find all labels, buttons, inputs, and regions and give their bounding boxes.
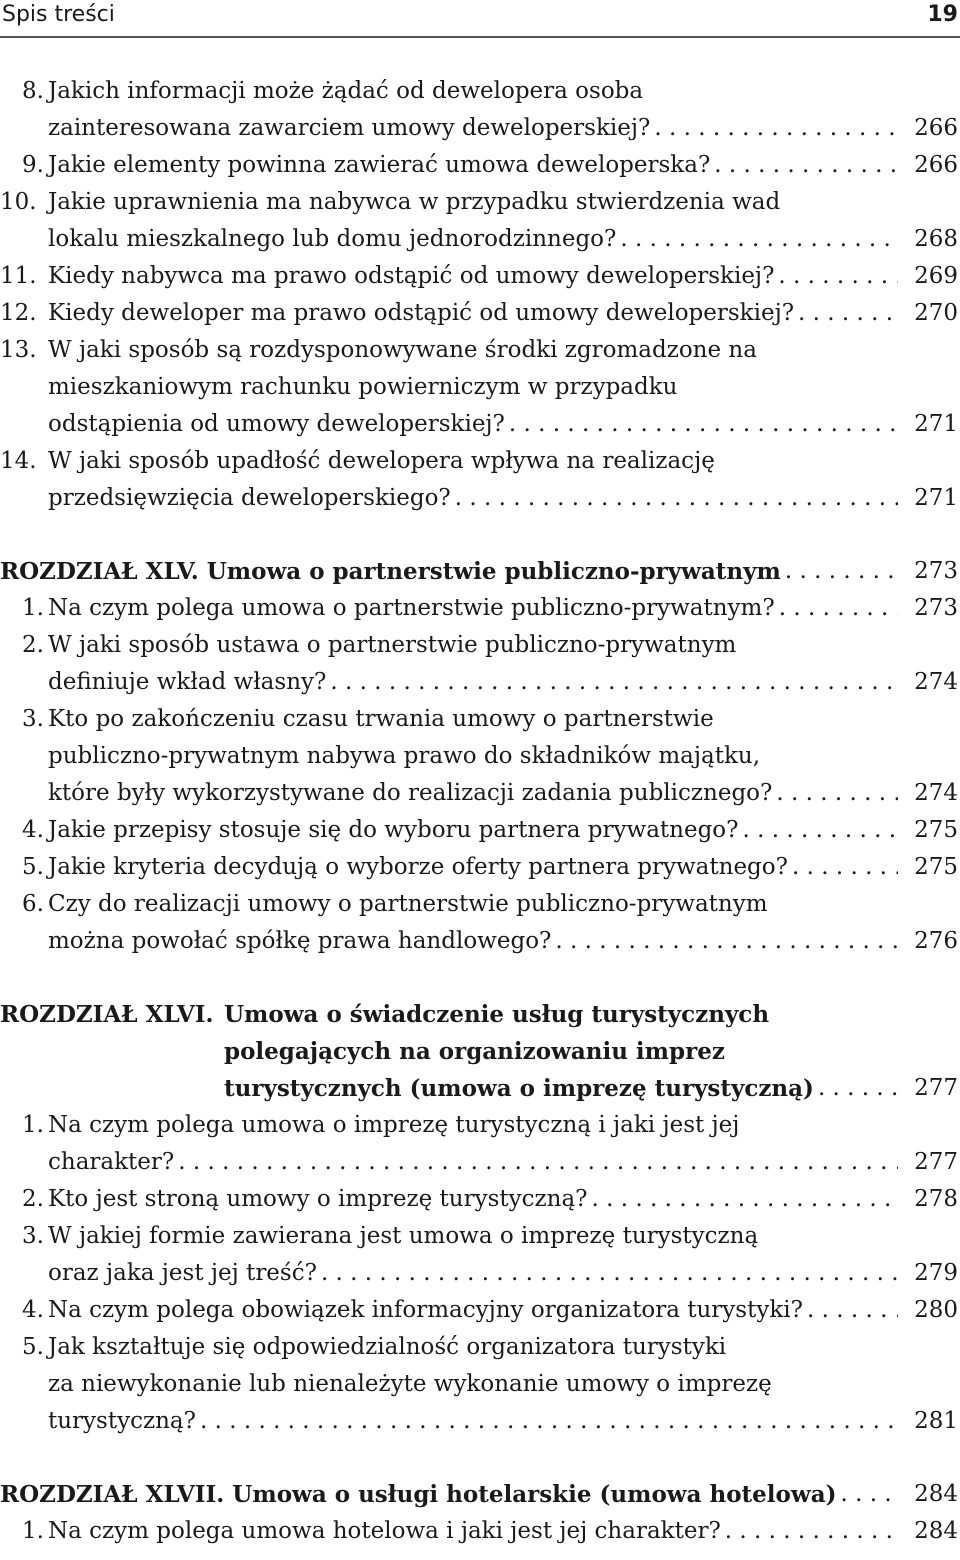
chapter-heading-line [0, 553, 960, 590]
entry-number: 11. [0, 263, 37, 289]
entry-number: 5. [22, 1334, 44, 1360]
chapter-title-line [0, 553, 781, 590]
toc-entry-line [0, 664, 960, 701]
leader-dots [710, 147, 898, 184]
leader-dots [616, 221, 898, 258]
toc-entry [0, 147, 960, 184]
entry-text: Czy do realizacji umowy o partnerstwie publiczno-prywatnym [48, 891, 768, 917]
entry-number: 13. [0, 337, 37, 363]
leader-dots [738, 812, 898, 849]
chapter-label: ROZDZIAŁ XLV. [0, 558, 199, 585]
entry-number: 8. [22, 78, 44, 104]
leader-dots [836, 1476, 898, 1513]
toc-entry-line [0, 1292, 960, 1329]
entry-number: 12. [0, 300, 37, 326]
entry-page: 270 [914, 300, 958, 326]
entry-page: 275 [914, 817, 958, 843]
page-number: 19 [927, 2, 958, 27]
leader-dots [774, 258, 898, 295]
header-title: Spis treści [2, 2, 115, 27]
entry-number: 5. [22, 854, 44, 880]
entry-text: turystyczną? [48, 1408, 196, 1434]
chapter-label: ROZDZIAŁ XLVII. [0, 1481, 225, 1508]
toc-entry [0, 332, 960, 443]
entry-text: publiczno-prywatnym nabywa prawo do składników majątku, [48, 743, 761, 769]
entry-text: Jakie elementy powinna zawierać umowa deweloperska? [48, 152, 711, 178]
toc-entry-line [0, 480, 960, 517]
toc-entry-line [0, 1513, 960, 1550]
toc-entry-line [0, 406, 960, 443]
entry-number: 1. [22, 1112, 44, 1138]
entry-text: Jakich informacji może żądać od dewelopera osoba [48, 78, 644, 104]
toc-entry [0, 73, 960, 147]
entry-text: Jakie uprawnienia ma nabywca w przypadku stwierdzenia wad [48, 189, 781, 215]
chapter-title: Umowa o usługi hotelarskie (umowa hotelowa) [232, 1481, 837, 1508]
toc-entry-line [0, 1329, 960, 1366]
toc-entry-line [0, 1107, 960, 1144]
entry-text: Jak kształtuje się odpowiedzialność organizatora turystyki [48, 1334, 727, 1360]
entry-page: 269 [914, 263, 958, 289]
entry-number: 1. [22, 1518, 44, 1544]
entry-number: 3. [22, 1223, 44, 1249]
entry-text: można powołać spółkę prawa handlowego? [48, 928, 552, 954]
chapter-page: 277 [914, 1075, 958, 1101]
entry-page: 271 [914, 411, 958, 437]
leader-dots [650, 110, 898, 147]
entry-page: 284 [914, 1518, 958, 1544]
leader-dots [326, 664, 898, 701]
leader-dots [721, 1513, 898, 1550]
chapter-label: ROZDZIAŁ XLVI. [0, 1001, 214, 1028]
entry-page: 274 [914, 780, 958, 806]
toc-entry-line [0, 1255, 960, 1292]
toc-entry-line [0, 110, 960, 147]
entry-text: mieszkaniowym rachunku powierniczym w przypadku [48, 374, 678, 400]
toc-entry-line [0, 184, 960, 221]
entry-text: odstąpienia od umowy deweloperskiej? [48, 411, 505, 437]
leader-dots [196, 1403, 898, 1440]
leader-dots [775, 590, 898, 627]
toc-entry-line [0, 295, 960, 332]
toc-entry-line [0, 1403, 960, 1440]
toc-entry-line [0, 1366, 960, 1403]
chapter-title-line [0, 1476, 836, 1513]
chapter-heading [0, 996, 960, 1107]
toc-entry [0, 184, 960, 258]
leader-dots [551, 923, 898, 960]
entry-text: Na czym polega umowa hotelowa i jaki jest jej charakter? [48, 1518, 721, 1544]
entry-number: 4. [22, 1297, 44, 1323]
toc-entry [0, 258, 960, 295]
toc-entry-line [0, 775, 960, 812]
entry-text: Kiedy deweloper ma prawo odstąpić od umowy deweloperskiej? [48, 300, 795, 326]
toc-entry [0, 701, 960, 812]
entry-page: 268 [914, 226, 958, 252]
leader-dots [794, 295, 898, 332]
toc-entry-line [0, 1218, 960, 1255]
leader-dots [781, 553, 898, 590]
chapter-title: turystycznych (umowa o imprezę turystyczną) [224, 1075, 814, 1102]
toc-entry [0, 1107, 960, 1181]
entry-number: 3. [22, 706, 44, 732]
toc-entry-line [0, 923, 960, 960]
toc-entry [0, 812, 960, 849]
toc-entry [0, 1181, 960, 1218]
toc-entry-line [0, 1181, 960, 1218]
toc-entry [0, 627, 960, 701]
toc-entry-line [0, 849, 960, 886]
toc-entry-line [0, 590, 960, 627]
entry-page: 279 [914, 1260, 958, 1286]
toc-entry [0, 443, 960, 517]
entry-text: W jaki sposób upadłość dewelopera wpływa na realizację [48, 448, 715, 474]
entry-page: 274 [914, 669, 958, 695]
entry-text: definiuje wkład własny? [48, 669, 327, 695]
entry-page: 276 [914, 928, 958, 954]
toc-entry [0, 1329, 960, 1440]
toc-entry-line [0, 332, 960, 369]
toc-entry-line [0, 1144, 960, 1181]
leader-dots [451, 480, 898, 517]
running-header [0, 0, 960, 38]
entry-text: oraz jaka jest jej treść? [48, 1260, 317, 1286]
toc-entry [0, 849, 960, 886]
chapter-page: 273 [914, 558, 958, 584]
entry-text: W jakiej formie zawierana jest umowa o imprezę turystyczną [48, 1223, 759, 1249]
entry-page: 281 [914, 1408, 958, 1434]
toc-entry [0, 590, 960, 627]
chapter-title: Umowa o partnerstwie publiczno-prywatnym [206, 558, 781, 585]
chapter-title: polegających na organizowaniu imprez [224, 1038, 725, 1065]
toc-entry-line [0, 443, 960, 480]
toc-entry [0, 295, 960, 332]
entry-page: 271 [914, 485, 958, 511]
entry-number: 2. [22, 632, 44, 658]
entry-number: 9. [22, 152, 44, 178]
chapter-heading [0, 1476, 960, 1513]
toc-entry [0, 1292, 960, 1329]
leader-dots [788, 849, 898, 886]
entry-page: 266 [914, 115, 958, 141]
leader-dots [803, 1292, 898, 1329]
toc-entry [0, 886, 960, 960]
chapter-heading-line [0, 1476, 960, 1513]
entry-text: przedsięwzięcia deweloperskiego? [48, 485, 451, 511]
entry-text: zainteresowana zawarciem umowy deweloperskiej? [48, 115, 651, 141]
entry-text: Na czym polega umowa o partnerstwie publiczno-prywatnym? [48, 595, 775, 621]
chapter-heading-line [0, 996, 960, 1033]
entry-text: W jaki sposób ustawa o partnerstwie publiczno-prywatnym [48, 632, 737, 658]
entry-page: 277 [914, 1149, 958, 1175]
chapter-page: 284 [914, 1481, 958, 1507]
toc-entry-line [0, 73, 960, 110]
entry-number: 10. [0, 189, 37, 215]
chapter-heading-line [0, 1033, 960, 1070]
entry-text: Kto jest stroną umowy o imprezę turystyczną? [48, 1186, 588, 1212]
toc-entry-line [0, 627, 960, 664]
entry-number: 1. [22, 595, 44, 621]
toc-entry-line [0, 886, 960, 923]
leader-dots [317, 1255, 898, 1292]
entry-number: 6. [22, 891, 44, 917]
entry-page: 266 [914, 152, 958, 178]
leader-dots [174, 1144, 898, 1181]
toc-entry [0, 1513, 960, 1550]
toc-entry-line [0, 369, 960, 406]
entry-text: charakter? [48, 1149, 175, 1175]
leader-dots [772, 775, 898, 812]
toc-entry-line [0, 147, 960, 184]
toc-entry-line [0, 738, 960, 775]
entry-text: Kiedy nabywca ma prawo odstąpić od umowy deweloperskiej? [48, 263, 775, 289]
entry-text: za niewykonanie lub nienależyte wykonanie umowy o imprezę [48, 1371, 772, 1397]
toc-entry-line [0, 701, 960, 738]
toc-entry-line [0, 258, 960, 295]
entry-text: W jaki sposób są rozdysponowywane środki zgromadzone na [48, 337, 757, 363]
chapter-heading [0, 553, 960, 590]
leader-dots [588, 1181, 898, 1218]
leader-dots [505, 406, 898, 443]
entry-page: 280 [914, 1297, 958, 1323]
entry-text: Jakie przepisy stosuje się do wyboru partnera prywatnego? [48, 817, 739, 843]
entry-text: lokalu mieszkalnego lub domu jednorodzinnego? [48, 226, 617, 252]
entry-text: które były wykorzystywane do realizacji zadania publicznego? [48, 780, 773, 806]
chapter-heading-line [0, 1070, 960, 1107]
entry-number: 4. [22, 817, 44, 843]
chapter-title: Umowa o świadczenie usług turystycznych [224, 1001, 770, 1028]
entry-text: Jakie kryteria decydują o wyborze oferty partnera prywatnego? [48, 854, 788, 880]
leader-dots [814, 1070, 898, 1107]
toc-entry-line [0, 812, 960, 849]
entry-page: 275 [914, 854, 958, 880]
entry-text: Kto po zakończeniu czasu trwania umowy o partnerstwie [48, 706, 714, 732]
entry-page: 273 [914, 595, 958, 621]
entry-text: Na czym polega umowa o imprezę turystyczną i jaki jest jej [48, 1112, 740, 1138]
entry-number: 14. [0, 448, 37, 474]
entry-text: Na czym polega obowiązek informacyjny organizatora turystyki? [48, 1297, 803, 1323]
entry-page: 278 [914, 1186, 958, 1212]
entry-number: 2. [22, 1186, 44, 1212]
toc-entry-line [0, 221, 960, 258]
toc-entry [0, 1218, 960, 1292]
